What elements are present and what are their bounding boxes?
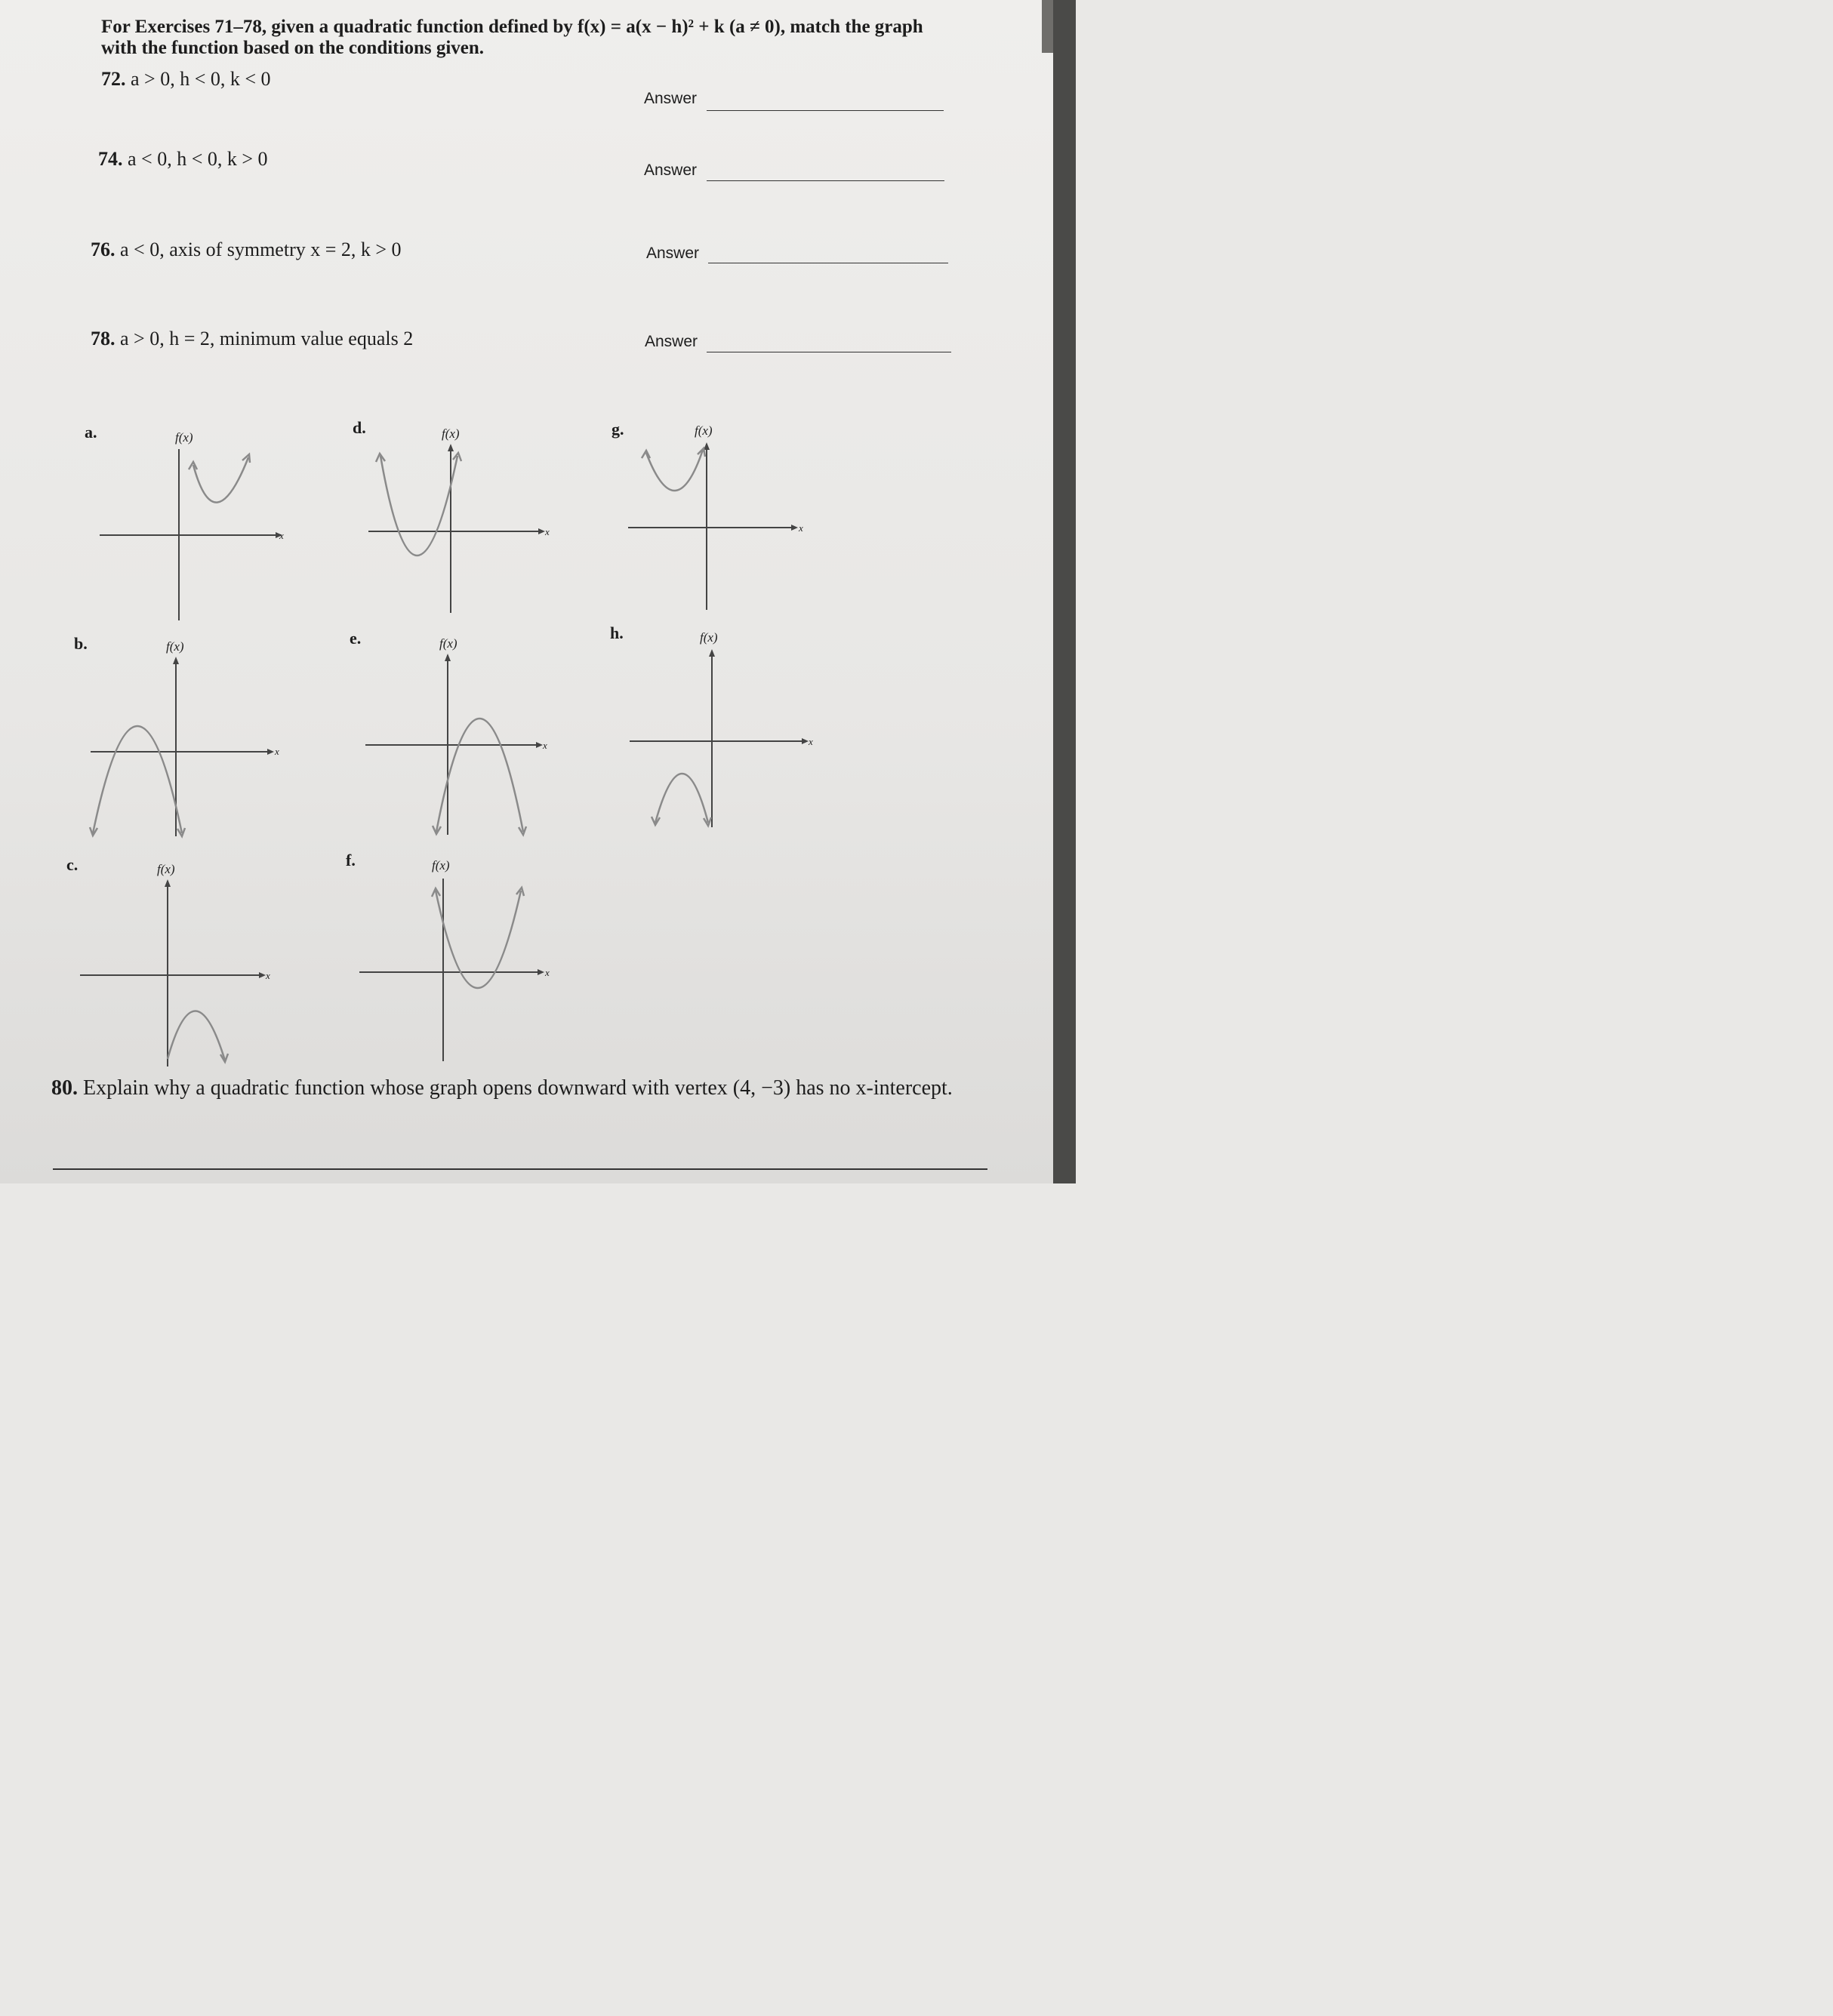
y-axis-label: f(x) <box>166 639 184 654</box>
graph-label-g: g. <box>612 420 624 439</box>
graph-g <box>624 420 827 616</box>
y-axis-arrow-icon <box>173 657 179 664</box>
y-axis-label: f(x) <box>442 426 460 441</box>
answer-blank-72[interactable] <box>707 110 944 111</box>
graph-d <box>361 420 572 620</box>
y-axis-label: f(x) <box>157 862 175 876</box>
x-axis-label: x <box>275 746 279 757</box>
x-axis-label: x <box>266 970 270 981</box>
question-text: a < 0, h < 0, k > 0 <box>128 148 268 170</box>
parabola-curve <box>93 726 182 833</box>
graph-label-b: b. <box>74 634 88 653</box>
graph-label-f: f. <box>346 851 356 869</box>
graph-e <box>361 633 572 844</box>
graph-label-d: d. <box>353 418 366 437</box>
parabola-curve <box>193 457 248 503</box>
y-axis-arrow-icon <box>165 879 171 887</box>
y-axis-label: f(x) <box>695 423 713 438</box>
parabola-curve <box>646 450 703 491</box>
x-axis-arrow-icon <box>259 972 266 978</box>
x-axis-arrow-icon <box>536 742 543 748</box>
graph-label-a: a. <box>85 423 97 442</box>
question-number: 80. <box>51 1076 78 1100</box>
x-axis-label: x <box>279 530 284 541</box>
y-axis-label: f(x) <box>439 636 457 651</box>
answer-label: Answer <box>644 90 698 107</box>
graph-a <box>91 423 294 626</box>
question-number: 72. <box>101 68 126 90</box>
y-axis-arrow-icon <box>445 654 451 661</box>
y-axis-arrow-icon <box>709 649 715 657</box>
graph-label-e: e. <box>350 629 362 648</box>
answer-label: Answer <box>645 333 698 350</box>
question-text: a < 0, axis of symmetry x = 2, k > 0 <box>120 239 402 260</box>
x-axis-label: x <box>809 736 813 747</box>
question-74 <box>98 148 268 171</box>
question-78 <box>91 328 413 350</box>
x-axis-arrow-icon <box>802 738 809 744</box>
y-axis-arrow-icon <box>448 444 454 451</box>
question-number: 74. <box>98 148 123 170</box>
x-axis-arrow-icon <box>538 528 545 534</box>
y-axis-label: f(x) <box>432 858 450 873</box>
graph-f <box>356 853 571 1068</box>
parabola-curve <box>436 891 521 988</box>
question-76 <box>91 239 402 261</box>
parabola-curve <box>380 456 457 556</box>
answer-label: Answer <box>646 245 700 262</box>
x-axis-label: x <box>799 522 803 534</box>
x-axis-label: x <box>545 967 550 978</box>
y-axis-label: f(x) <box>175 430 193 445</box>
x-axis-arrow-icon <box>791 525 798 531</box>
y-axis-label: f(x) <box>700 630 718 645</box>
question-text: Explain why a quadratic function whose graph opens downward with vertex (4, −3) has no x-intercept. <box>83 1076 953 1100</box>
x-axis-label: x <box>543 740 547 751</box>
answer-blank-74[interactable] <box>707 180 944 181</box>
graph-label-c: c. <box>66 855 79 874</box>
question-72 <box>101 68 271 91</box>
graph-h <box>624 626 827 830</box>
graph-label-h: h. <box>610 623 624 642</box>
instructions: For Exercises 71–78, given a quadratic function defined by f(x) = a(x − h)² + k (a ≠ 0), match the graph with the function based on the conditions given. <box>101 17 923 58</box>
parabola-curve <box>168 1011 225 1060</box>
question-text: a > 0, h = 2, minimum value equals 2 <box>120 328 414 349</box>
answer-label: Answer <box>644 162 698 179</box>
question-text: a > 0, h < 0, k < 0 <box>131 68 271 90</box>
x-axis-arrow-icon <box>267 749 274 755</box>
question-number: 78. <box>91 328 116 349</box>
answer-blank-80[interactable] <box>53 1168 987 1170</box>
parabola-curve <box>436 719 523 832</box>
question-number: 76. <box>91 239 116 260</box>
graph-b <box>75 634 294 845</box>
parabola-curve <box>655 774 708 823</box>
background-edge <box>1053 0 1076 1183</box>
x-axis-label: x <box>545 526 550 537</box>
question-80 <box>51 1076 953 1100</box>
graph-c <box>75 857 287 1072</box>
x-axis-arrow-icon <box>538 969 544 975</box>
